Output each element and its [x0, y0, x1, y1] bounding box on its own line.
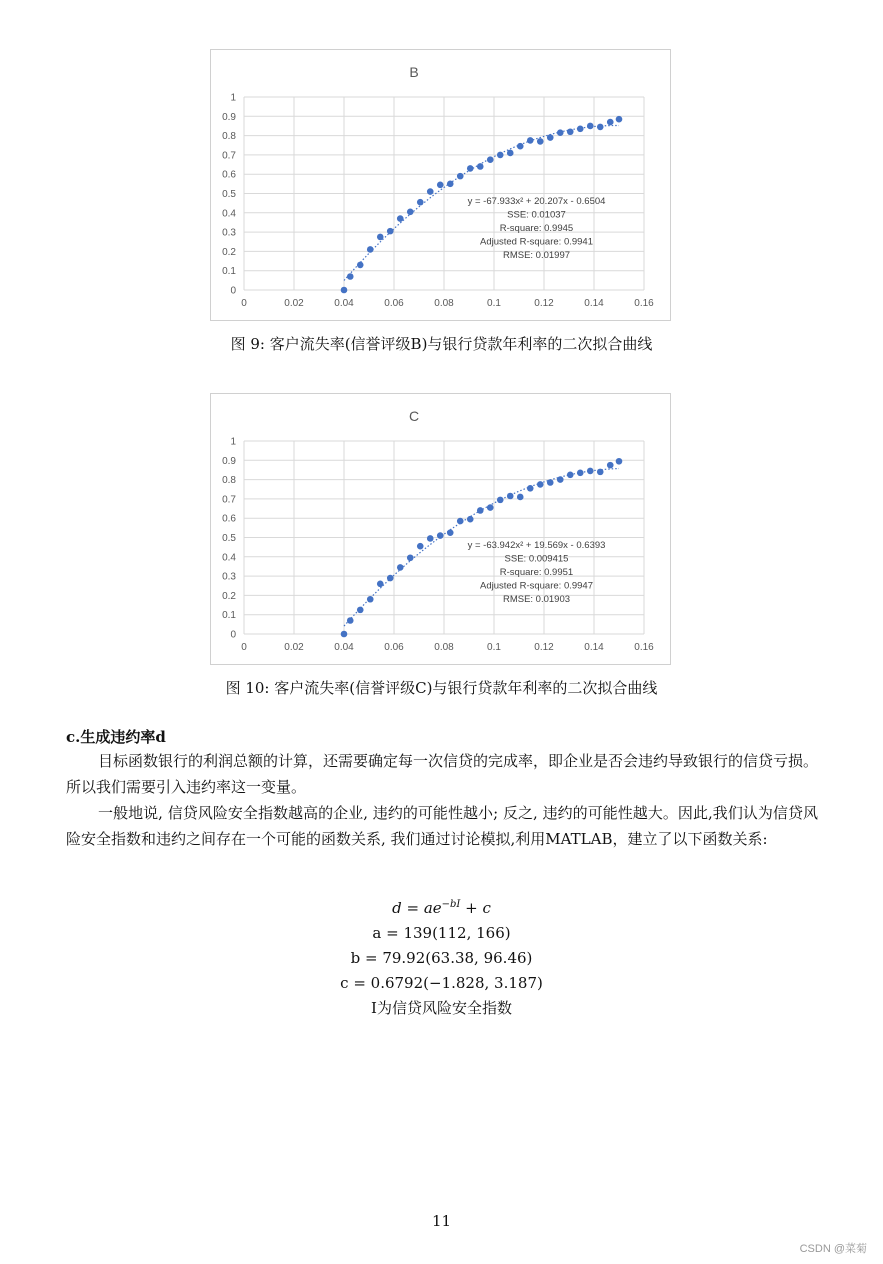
data-point: [567, 471, 574, 478]
paragraph-1-text: 目标函数银行的利润总额的计算，还需要确定每一次信贷的完成率，即企业是否会违约导致银行的信贷亏损。所以我们需要引入违约率这一变量。: [66, 752, 819, 796]
y-tick-label: 0.6: [222, 513, 236, 525]
data-point: [427, 188, 434, 195]
fit-annotation-line: R-square: 0.9945: [499, 223, 574, 235]
y-tick-label: 0.3: [222, 571, 236, 583]
y-tick-label: 0.7: [222, 494, 236, 506]
y-tick-label: 0.8: [222, 131, 236, 143]
y-tick-label: 0.7: [222, 150, 236, 162]
data-point: [407, 209, 414, 216]
fit-annotation-line: R-square: 0.9951: [499, 567, 574, 579]
data-point: [607, 119, 614, 126]
x-tick-label: 0.06: [384, 642, 404, 653]
fit-annotation-line: y = -63.942x² + 19.569x - 0.6393: [467, 540, 606, 552]
data-point: [341, 287, 348, 294]
y-tick-label: 0.4: [222, 208, 236, 220]
y-tick-label: 0.6: [222, 169, 236, 181]
data-point: [377, 234, 384, 241]
equation-d-main: d = ae: [392, 899, 442, 917]
x-tick-label: 0.02: [284, 298, 304, 309]
data-point: [547, 134, 554, 141]
data-point: [447, 529, 454, 536]
equation-d-exponent: −bI: [441, 899, 461, 910]
data-point: [517, 494, 524, 501]
y-tick-label: 0.3: [222, 227, 236, 239]
csdn-watermark: CSDN @菜菊: [799, 1243, 867, 1255]
data-point: [497, 152, 504, 159]
x-tick-label: 0.04: [334, 642, 354, 653]
data-point: [587, 468, 594, 475]
y-tick-label: 0.2: [222, 590, 236, 602]
x-tick-label: 0.14: [584, 642, 604, 653]
x-tick-label: 0.08: [434, 298, 454, 309]
y-tick-label: 0.1: [222, 610, 236, 622]
figure-10-caption: 图 10: 客户流失率(信誉评级C)与银行贷款年利率的二次拟合曲线: [225, 679, 658, 697]
paragraph-2-text: 一般地说, 信贷风险安全指数越高的企业, 违约的可能性越小; 反之, 违约的可能性越大。因此,我们认为信贷风险安全指数和违约之间存在一个可能的函数关系, 我们通过讨论模拟,利用MATLAB，建立了以下函数关系:: [66, 804, 818, 848]
data-point: [527, 137, 534, 144]
y-tick-label: 0: [230, 285, 236, 297]
y-tick-label: 0.2: [222, 246, 236, 258]
y-tick-label: 0.8: [222, 475, 236, 487]
fit-annotation-line: Adjusted R-square: 0.9941: [479, 236, 594, 248]
data-point: [537, 138, 544, 145]
y-tick-label: 0.1: [222, 266, 236, 278]
x-tick-label: 0.1: [487, 642, 501, 653]
data-point: [397, 564, 404, 571]
figure-9-caption: 图 9: 客户流失率(信誉评级B)与银行贷款年利率的二次拟合曲线: [230, 335, 653, 353]
data-point: [517, 143, 524, 150]
data-point: [341, 631, 348, 638]
data-point: [417, 543, 424, 550]
paragraph-1: [66, 748, 818, 800]
x-tick-label: 0.02: [284, 642, 304, 653]
data-point: [507, 493, 514, 500]
data-point: [616, 458, 623, 465]
data-point: [457, 173, 464, 180]
data-point: [467, 165, 474, 172]
x-tick-label: 0.12: [534, 642, 554, 653]
data-point: [587, 123, 594, 130]
data-point: [567, 128, 574, 135]
x-tick-label: 0.16: [634, 642, 654, 653]
data-point: [397, 215, 404, 222]
chart-title: B: [409, 64, 419, 80]
data-point: [427, 535, 434, 542]
y-tick-label: 0.5: [222, 533, 236, 544]
x-tick-label: 0.14: [584, 298, 604, 309]
data-point: [367, 246, 374, 253]
x-tick-label: 0: [241, 642, 247, 653]
data-point: [457, 518, 464, 525]
data-point: [487, 156, 494, 163]
data-point: [447, 181, 454, 188]
data-point: [597, 469, 604, 476]
data-point: [497, 497, 504, 504]
fit-annotation-line: RMSE: 0.01997: [502, 250, 571, 262]
data-point: [557, 476, 564, 483]
data-point: [377, 581, 384, 588]
fit-annotation-line: y = -67.933x² + 20.207x - 0.6504: [467, 196, 606, 208]
data-point: [577, 470, 584, 477]
data-point: [347, 273, 354, 280]
data-point: [477, 507, 484, 514]
fit-annotation-line: RMSE: 0.01903: [502, 594, 571, 606]
fit-annotation-line: SSE: 0.009415: [504, 553, 569, 565]
equation-block: [0, 892, 883, 1021]
y-tick-label: 0: [230, 629, 236, 641]
data-point: [437, 182, 444, 189]
section-heading: c.生成违约率d: [66, 728, 166, 746]
equation-c: c = 0.6792(−1.828, 3.187): [340, 974, 543, 992]
data-point: [477, 163, 484, 170]
paragraph-2: [66, 800, 818, 852]
data-point: [487, 504, 494, 511]
x-tick-label: 0.08: [434, 642, 454, 653]
data-point: [387, 575, 394, 582]
data-point: [357, 607, 364, 614]
data-point: [597, 124, 604, 131]
x-tick-label: 0.16: [634, 298, 654, 309]
chart-b: [210, 49, 671, 321]
chart-b-svg: [211, 50, 670, 320]
y-tick-label: 0.9: [222, 111, 236, 123]
data-point: [557, 129, 564, 136]
data-point: [607, 462, 614, 469]
page-number: 11: [431, 1212, 452, 1230]
data-point: [367, 596, 374, 603]
equation-d: [0, 892, 883, 921]
x-tick-label: 0.12: [534, 298, 554, 309]
data-point: [467, 516, 474, 523]
data-point: [347, 617, 354, 624]
y-tick-label: 0.4: [222, 552, 236, 564]
y-tick-label: 0.5: [222, 189, 236, 200]
chart-c: [210, 393, 671, 665]
data-point: [507, 150, 514, 157]
y-tick-label: 1: [230, 92, 236, 104]
data-point: [527, 485, 534, 492]
data-point: [417, 199, 424, 206]
x-tick-label: 0.04: [334, 298, 354, 309]
data-point: [547, 479, 554, 486]
chart-c-svg: [211, 394, 670, 664]
y-tick-label: 0.9: [222, 455, 236, 467]
fit-annotation-line: SSE: 0.01037: [507, 209, 566, 221]
equation-a: a = 139(112, 166): [372, 924, 511, 942]
equation-d-tail: + c: [460, 899, 491, 917]
data-point: [437, 532, 444, 539]
x-tick-label: 0.1: [487, 298, 501, 309]
equation-note: I为信贷风险安全指数: [371, 999, 512, 1017]
fit-annotation-line: Adjusted R-square: 0.9947: [479, 580, 594, 592]
x-tick-label: 0: [241, 298, 247, 309]
chart-title: C: [408, 408, 420, 424]
data-point: [577, 126, 584, 133]
equation-b: b = 79.92(63.38, 96.46): [350, 949, 533, 967]
x-tick-label: 0.06: [384, 298, 404, 309]
data-point: [407, 554, 414, 561]
data-point: [387, 228, 394, 235]
data-point: [357, 262, 364, 269]
data-point: [537, 481, 544, 488]
data-point: [616, 116, 623, 123]
y-tick-label: 1: [230, 436, 236, 448]
